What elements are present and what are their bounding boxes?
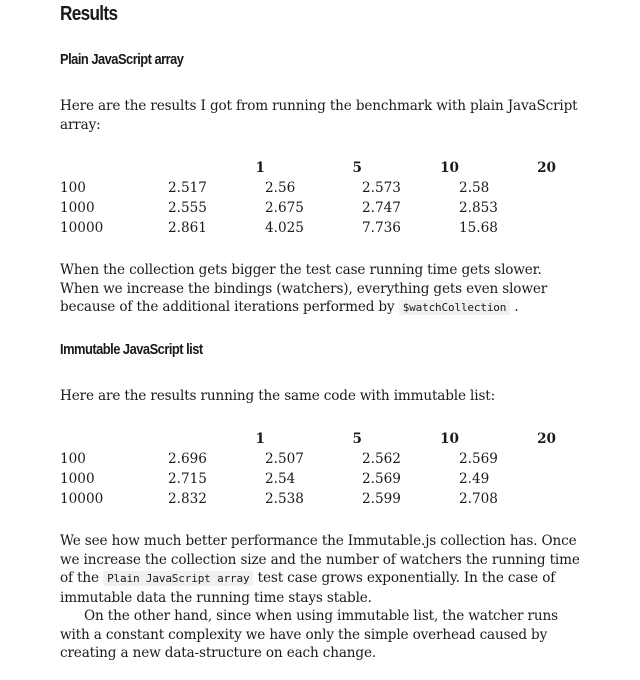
value-cell: 2.853 xyxy=(459,200,498,216)
column-header: 5 xyxy=(352,159,362,176)
value-cell: 2.49 xyxy=(459,471,490,487)
table-row xyxy=(60,218,556,238)
table-corner-cell xyxy=(60,157,168,178)
value-cell: 2.538 xyxy=(265,491,304,507)
value-cell: 2.599 xyxy=(362,491,401,507)
row-label-cell: 1000 xyxy=(60,471,95,487)
value-cell: 7.736 xyxy=(362,220,401,236)
column-header: 10 xyxy=(440,159,459,176)
plain-array-conclusion-end: . xyxy=(510,299,519,315)
table-header-row xyxy=(60,157,556,178)
row-label-cell: 1000 xyxy=(60,200,95,216)
table-row xyxy=(60,469,556,489)
column-header: 1 xyxy=(255,159,265,176)
value-cell: 2.708 xyxy=(459,491,498,507)
value-cell: 2.573 xyxy=(362,180,401,196)
row-label-cell: 10000 xyxy=(60,491,104,507)
table-corner-cell xyxy=(60,428,168,449)
section-heading-plain-array: Plain JavaScript array xyxy=(60,51,184,68)
value-cell: 2.56 xyxy=(265,180,296,196)
value-cell: 2.562 xyxy=(362,451,401,467)
immutable-list-conclusion xyxy=(60,532,580,663)
immutable-conclusion-paragraph-2: On the other hand, since when using immutable list, the watcher runs with a constant complexity we have only the simple overhead caused by creating a new data-structure on each change. xyxy=(60,608,558,661)
immutable-list-intro xyxy=(60,387,580,406)
value-cell: 2.569 xyxy=(362,471,401,487)
value-cell: 2.58 xyxy=(459,180,490,196)
value-cell: 2.715 xyxy=(168,471,207,487)
value-cell: 2.675 xyxy=(265,200,304,216)
column-header: 20 xyxy=(537,159,556,176)
value-cell: 4.025 xyxy=(265,220,304,236)
plain-array-conclusion xyxy=(60,261,580,318)
immutable-list-results-table xyxy=(60,428,556,509)
section-heading-immutable-list: Immutable JavaScript list xyxy=(60,341,203,358)
value-cell: 15.68 xyxy=(459,220,498,236)
page-title: Results xyxy=(60,3,118,25)
value-cell: 2.54 xyxy=(265,471,296,487)
value-cell: 2.569 xyxy=(459,451,498,467)
plain-array-conclusion-text: When the collection gets bigger the test case running time gets slower. When we increase the bindings (watchers), everything gets even slower because of the additional iterations performed by xyxy=(60,262,548,315)
column-header: 10 xyxy=(440,430,459,447)
table-header-row xyxy=(60,428,556,449)
value-cell: 2.832 xyxy=(168,491,207,507)
plain-array-intro-text: Here are the results I got from running the benchmark with plain JavaScript array: xyxy=(60,98,578,133)
table-row xyxy=(60,489,556,509)
plain-array-intro xyxy=(60,97,580,134)
table-row xyxy=(60,198,556,218)
row-label-cell: 100 xyxy=(60,180,86,196)
row-label-cell: 100 xyxy=(60,451,86,467)
immutable-list-intro-text: Here are the results running the same code with immutable list: xyxy=(60,388,496,404)
value-cell: 2.507 xyxy=(265,451,304,467)
watch-collection-code: $watchCollection xyxy=(399,300,511,315)
value-cell: 2.696 xyxy=(168,451,207,467)
plain-array-results-table xyxy=(60,157,556,238)
table-row xyxy=(60,449,556,469)
value-cell: 2.517 xyxy=(168,180,207,196)
value-cell: 2.861 xyxy=(168,220,207,236)
column-header: 5 xyxy=(352,430,362,447)
plain-javascript-array-code: Plain JavaScript array xyxy=(103,571,253,586)
immutable-conclusion-text-2: test case grows exponentially. In the case of immutable data the running time stays stable. xyxy=(60,570,556,606)
value-cell: 2.747 xyxy=(362,200,401,216)
value-cell: 2.555 xyxy=(168,200,207,216)
row-label-cell: 10000 xyxy=(60,220,104,236)
table-row xyxy=(60,178,556,198)
column-header: 1 xyxy=(255,430,265,447)
column-header: 20 xyxy=(537,430,556,447)
immutable-conclusion-text: We see how much better performance the Immutable.js collection has. Once we increase the collection size and the number of watchers the running time of the xyxy=(60,533,580,586)
